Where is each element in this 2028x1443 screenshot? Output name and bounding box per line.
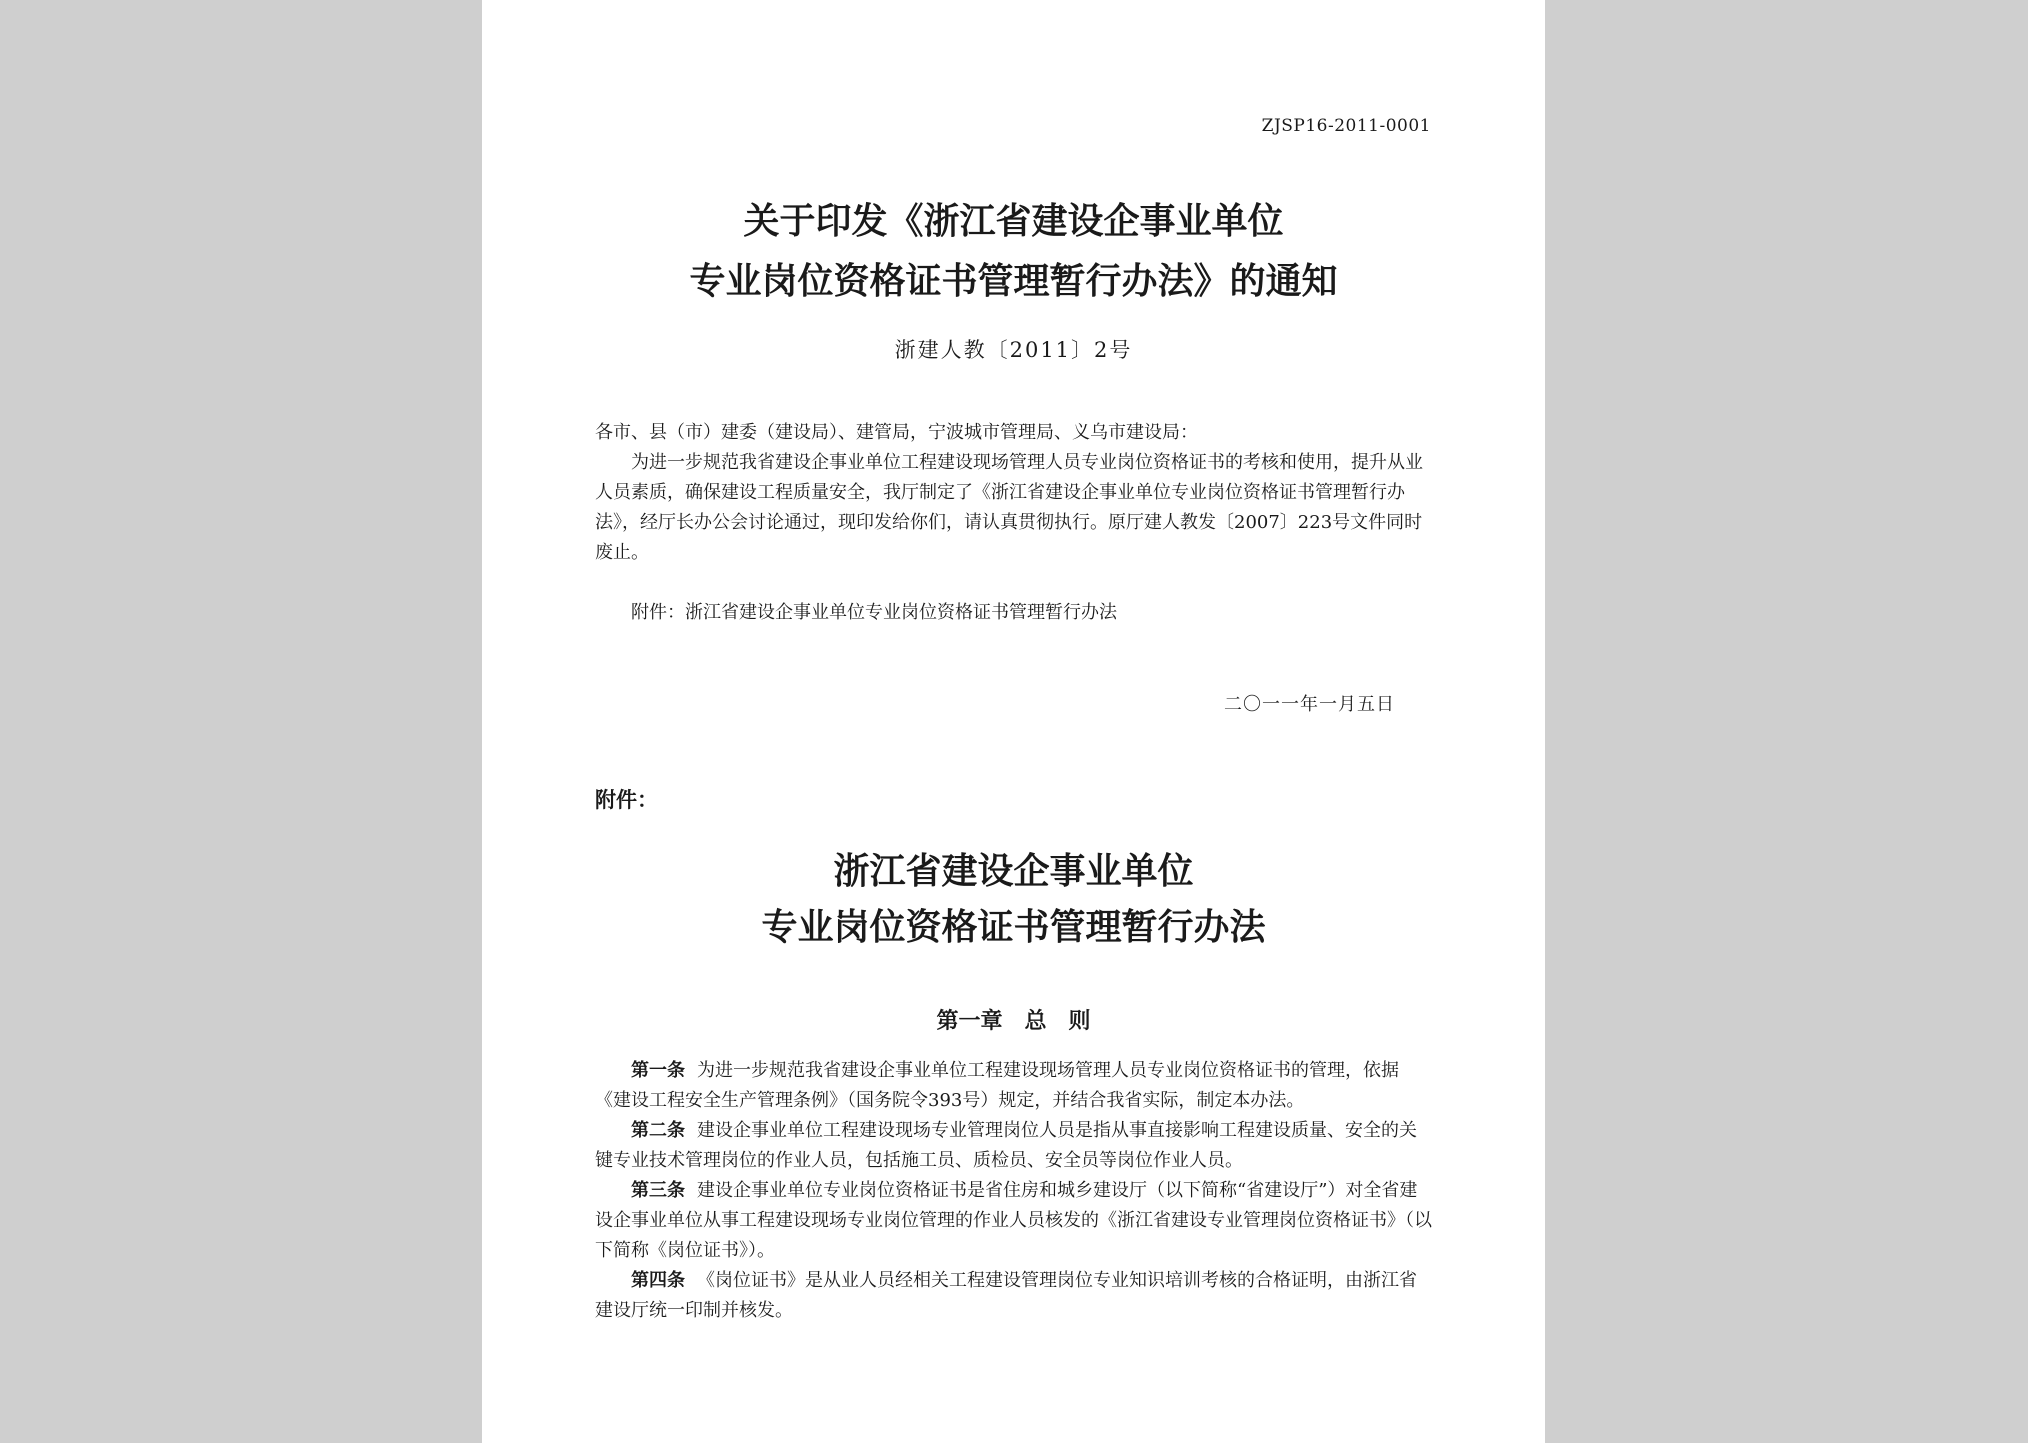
article-1: [595, 1056, 1433, 1116]
article-text: 为进一步规范我省建设企事业单位工程建设现场管理人员专业岗位资格证书的管理，依据《建设工程安全生产管理条例》（国务院令393号）规定，并结合我省实际，制定本办法。: [595, 1060, 1399, 1111]
article-label: 第二条: [631, 1120, 685, 1141]
article-4: [595, 1266, 1433, 1326]
article-label: 第三条: [631, 1180, 685, 1201]
attachment-label: 附件：: [595, 788, 658, 812]
article-text: 《岗位证书》是从业人员经相关工程建设管理岗位专业知识培训考核的合格证明，由浙江省建设厅统一印制并核发。: [595, 1270, 1417, 1321]
document-page: [482, 0, 1545, 1443]
article-text: 建设企事业单位专业岗位资格证书是省住房和城乡建设厅（以下简称“省建设厅”）对全省建设企事业单位从事工程建设现场专业岗位管理的作业人员核发的《浙江省建设专业管理岗位资格证书》（以下简称《岗位证书》）。: [595, 1180, 1432, 1261]
article-3: [595, 1176, 1433, 1266]
document-code: ZJSP16-2011-0001: [1261, 116, 1431, 136]
attachment-reference: 附件：浙江省建设企事业单位专业岗位资格证书管理暂行办法: [631, 602, 1117, 623]
article-2: [595, 1116, 1433, 1176]
article-label: 第四条: [631, 1270, 685, 1291]
measures-title-line2: 专业岗位资格证书管理暂行办法: [761, 907, 1266, 948]
document-number: 浙建人教〔2011〕2号: [894, 338, 1133, 362]
measures-title-line1: 浙江省建设企事业单位: [833, 851, 1194, 892]
issue-date: 二〇一一年一月五日: [1224, 694, 1395, 715]
notice-title-line2: 专业岗位资格证书管理暂行办法》的通知: [689, 261, 1338, 302]
article-text: 建设企事业单位工程建设现场专业管理岗位人员是指从事直接影响工程建设质量、安全的关键专业技术管理岗位的作业人员，包括施工员、质检员、安全员等岗位作业人员。: [595, 1120, 1417, 1171]
addressee: 各市、县（市）建委（建设局）、建管局，宁波城市管理局、义乌市建设局：: [595, 422, 1198, 443]
chapter-heading: 第一章 总 则: [936, 1009, 1091, 1034]
notice-paragraph: 为进一步规范我省建设企事业单位工程建设现场管理人员专业岗位资格证书的考核和使用，提升从业人员素质，确保建设工程质量安全，我厅制定了《浙江省建设企事业单位专业岗位资格证书管理暂行办法》，经厅长办公会讨论通过，现印发给你们，请认真贯彻执行。原厅建人教发〔2007〕223号文件同时废止。: [595, 452, 1423, 563]
notice-title-line1: 关于印发《浙江省建设企事业单位: [743, 201, 1284, 242]
article-label: 第一条: [631, 1060, 685, 1081]
